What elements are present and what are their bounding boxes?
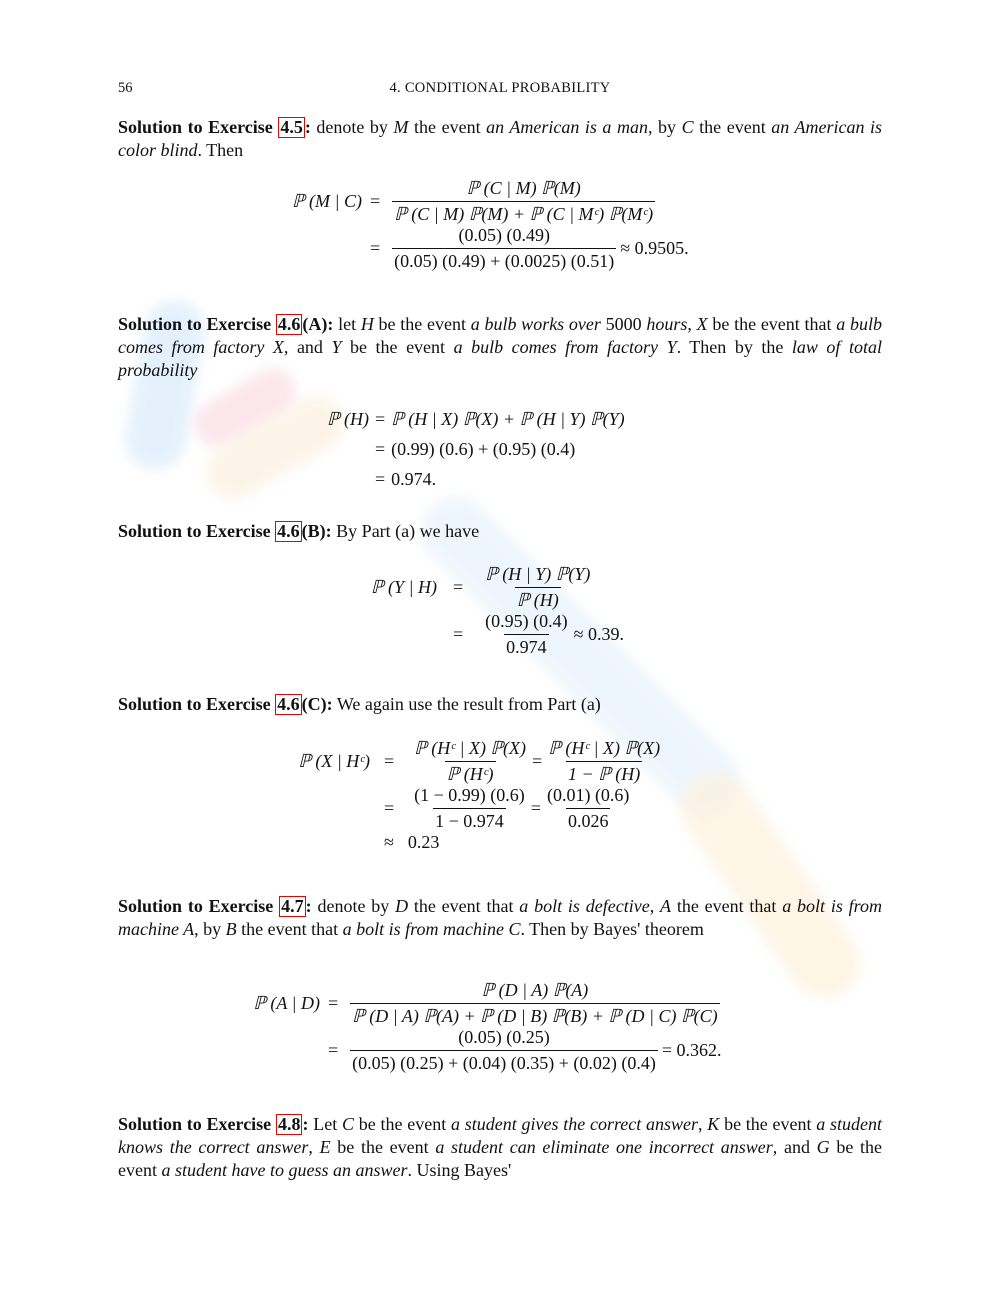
solution-4-5: Solution to Exercise 4.5 : denote by M the event an American is a man, by C the event an American is color blind. Then: [118, 117, 883, 160]
fraction: $\frac{(0.05) (0.49)}{(0.05) (0.49) + (0.0025) (0.51)}$: [394, 225, 615, 271]
exercise-ref-link[interactable]: 4.6: [277, 314, 301, 334]
equation-4-7: ℙ (A | D) = $\frac{\text{ℙ (D | A) ℙ(A)}}{\text{ℙ (D | A) ℙ(A) + ℙ (D | B) ℙ(B) + ℙ (D | C) ℙ(C)}}$ = $\frac{(0.05) (0.25)}{(0.05) (0.25) + (0.04) (0.35) + (0.02) (0.4)}$ = 0.362.: [253, 980, 722, 1073]
exercise-ref-link[interactable]: 4.7: [281, 896, 304, 916]
exercise-ref-link[interactable]: 4.5: [280, 117, 303, 137]
page-number: 56: [118, 80, 133, 96]
solution-lead: Solution to Exercise: [118, 117, 273, 137]
equation-4-6b: ℙ (Y | H) = $\frac{\text{ℙ (H | Y) ℙ(Y)}}{\text{ℙ (H)}}$ = $\frac{(0.95) (0.4)}{0.974}$ ≈ 0.39.: [370, 564, 625, 657]
solution-4-7: Solution to Exercise 4.7 : denote by D the event that a bolt is defective, A the event that a bolt is from machine A, by B the event that a bolt is from machine C. Then by Bayes' theorem: [118, 896, 883, 939]
exercise-ref-link[interactable]: 4.6: [277, 521, 300, 541]
solution-4-8: Solution to Exercise 4.8 : Let C be the event a student gives the correct answer, K be the event a student knows the correct answer, E be the event a student can eliminate one incorrect answer, and G be the event a student have to guess an answer. Using Bayes': [118, 1114, 883, 1180]
fraction: $\frac{\text{ℙ (C | M) ℙ(M)}}{\text{ℙ (C | M) ℙ(M) + ℙ (C | Mᶜ) ℙ(Mᶜ)}}$: [394, 178, 654, 224]
equation-4-6c: ℙ (X | Hᶜ) = $\frac{\text{ℙ (Hᶜ | X) ℙ(X)}}{\text{ℙ (Hᶜ)}}$ = $\frac{\text{ℙ (Hᶜ | X) ℙ(X)}}{\text{1 − ℙ (H)}}$ = $\frac{(1 - 0.99) (0.6)}{1 - 0.974}$ = $\frac{(0.01) (0.6)}{0.026}$ ≈ 0.23: [298, 738, 661, 852]
running-title: 4. CONDITIONAL PROBABILITY: [389, 80, 611, 96]
watermark-diagonal-orange: [667, 758, 873, 1011]
exercise-ref-link[interactable]: 4.6: [277, 694, 300, 714]
solution-4-6c: Solution to Exercise 4.6 (C): We again use the result from Part (a): [118, 694, 601, 714]
solution-4-6b: Solution to Exercise 4.6 (B): By Part (a) we have: [118, 521, 480, 541]
exercise-ref-link[interactable]: 4.8: [277, 1114, 301, 1134]
equation-4-6a: ℙ (H) = ℙ (H | X) ℙ(X) + ℙ (H | Y) ℙ(Y) = (0.99) (0.6) + (0.95) (0.4) = 0.974.: [326, 409, 625, 489]
equation-4-5: ℙ (M | C) = $\frac{\text{ℙ (C | M) ℙ(M)}}{\text{ℙ (C | M) ℙ(M) + ℙ (C | Mᶜ) ℙ(Mᶜ)}}$ = $\frac{(0.05) (0.49)}{(0.05) (0.49) + (0.0025) (0.51)}$ ≈ 0.9505.: [291, 178, 689, 271]
solution-4-6a: Solution to Exercise 4.6 (A): let H be the event a bulb works over 5000 hours, X be the event that a bulb comes from factory X, and Y be the event a bulb comes from factory Y. Then by the law of total probability: [118, 314, 882, 380]
